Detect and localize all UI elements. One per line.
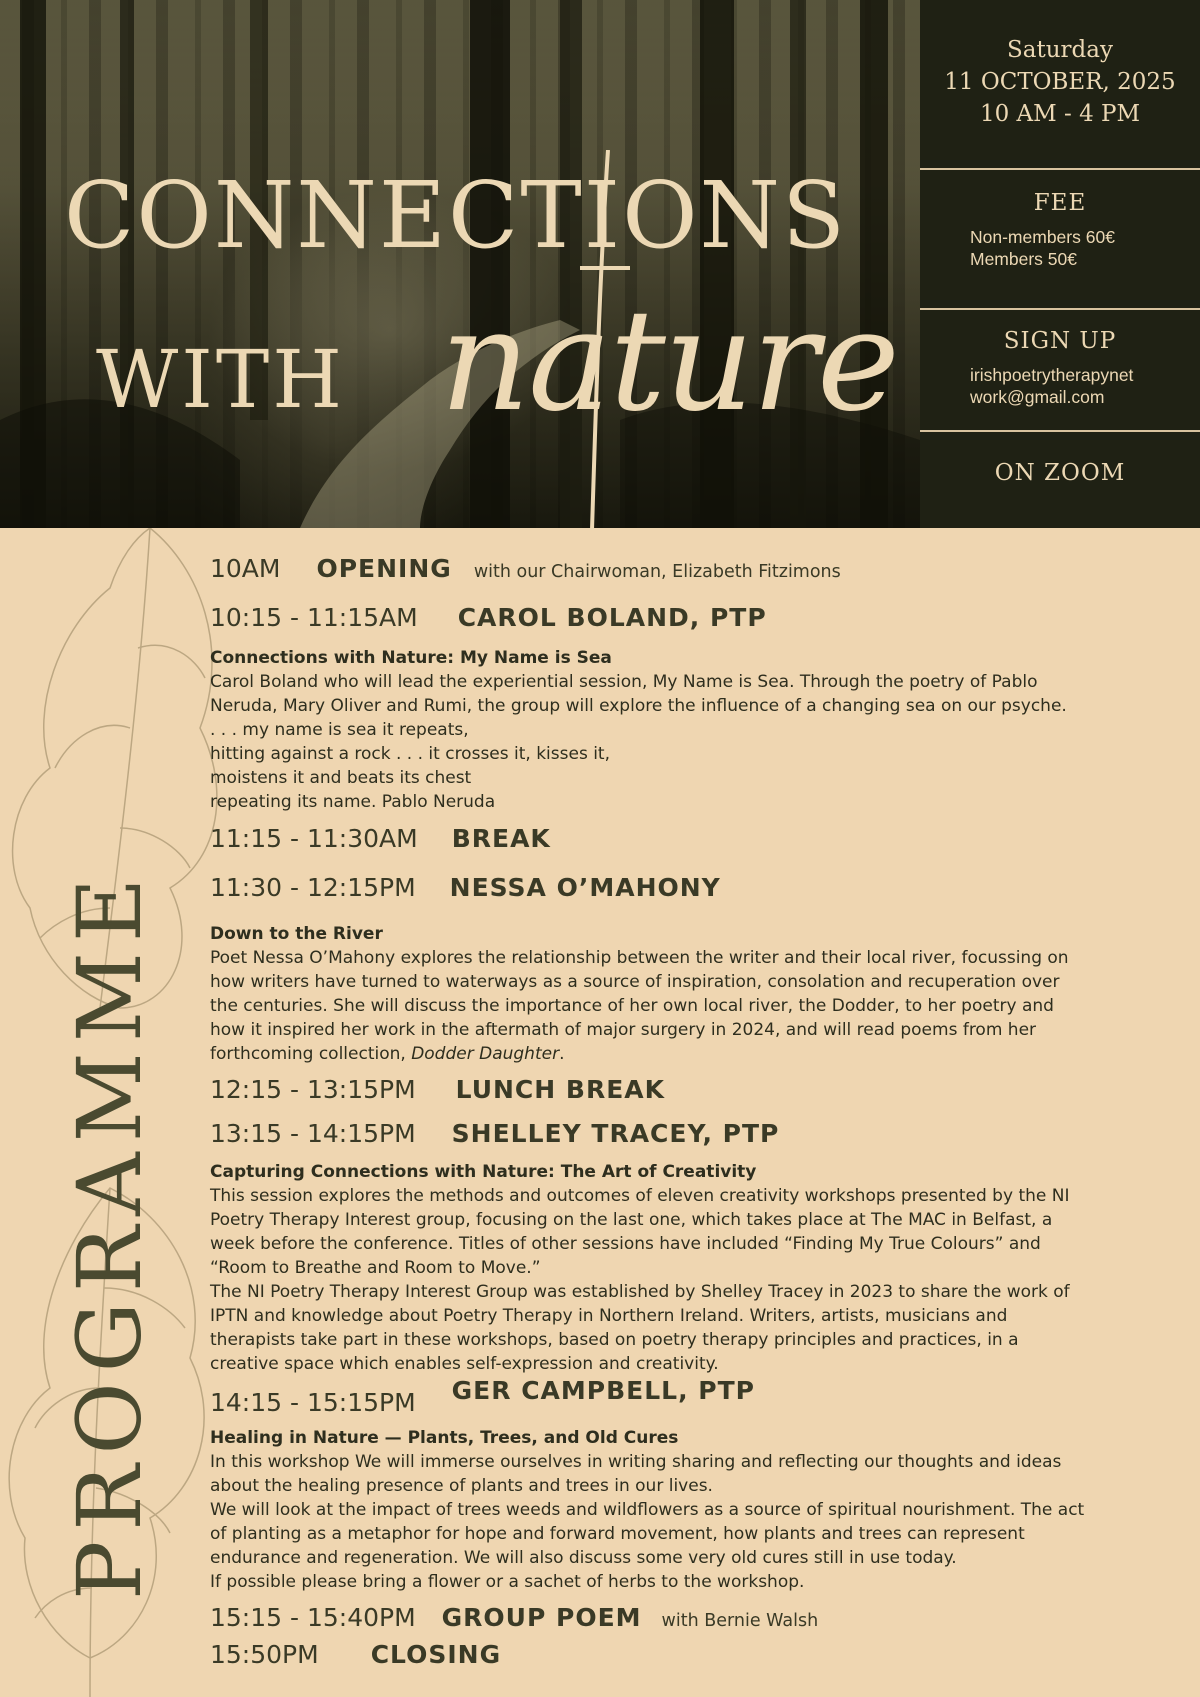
divider	[920, 168, 1200, 170]
description-line: the centuries. She will discuss the importance of her own local river, the Dodder, to her poetry and	[210, 996, 1054, 1016]
description-line: This session explores the methods and outcomes of eleven creativity workshops presented by the NI	[210, 1186, 1070, 1206]
signup-section	[920, 328, 1200, 408]
session-description-carol	[210, 646, 1185, 814]
poem-line: repeating its name. Pablo Neruda	[210, 792, 496, 812]
slot-title: OPENING	[316, 554, 452, 583]
fee-details	[920, 226, 1200, 270]
description-line: In this workshop We will immerse ourselves in writing sharing and reflecting our thoughts and ideas	[210, 1452, 1062, 1472]
slot-time: 11:30 - 12:15PM	[210, 873, 416, 902]
description-line: If possible please bring a flower or a sachet of herbs to the workshop.	[210, 1572, 805, 1592]
description-line: Poetry Therapy Interest group, focusing on the last one, which takes place at The MAC in Belfast, a	[210, 1210, 1053, 1230]
slot-title: NESSA O’MAHONY	[449, 873, 721, 902]
schedule-opening	[210, 554, 841, 583]
fee-members: Members 50€	[970, 249, 1077, 269]
event-time: 10 AM - 4 PM	[979, 101, 1141, 127]
fee-nonmembers: Non-members 60€	[970, 227, 1115, 247]
slot-note: with our Chairwoman, Elizabeth Fitzimons	[473, 562, 841, 582]
description-line	[210, 1042, 1185, 1066]
slot-title: CLOSING	[370, 1640, 502, 1669]
hero-forest-image	[0, 0, 1200, 528]
schedule-group-poem	[210, 1603, 818, 1632]
slot-title: LUNCH BREAK	[455, 1075, 665, 1104]
session-title: Connections with Nature: My Name is Sea	[210, 648, 612, 668]
slot-title: GROUP POEM	[441, 1603, 642, 1632]
event-date-text: 11 OCTOBER, 2025	[944, 69, 1176, 95]
event-day: Saturday	[1007, 37, 1113, 63]
description-line: “Room to Breathe and Room to Move.”	[210, 1258, 541, 1278]
event-date	[920, 34, 1200, 130]
title-connections: CONNECTIONS	[64, 162, 848, 269]
signup-email-line2: work@gmail.com	[970, 387, 1105, 407]
slot-time: 13:15 - 14:15PM	[210, 1119, 416, 1148]
description-line: IPTN and knowledge about Poetry Therapy in Northern Ireland. Writers, artists, musicians and	[210, 1306, 1008, 1326]
session-description-ger	[210, 1426, 1185, 1594]
slot-time: 12:15 - 13:15PM	[210, 1075, 416, 1104]
poem-line: . . . my name is sea it repeats,	[210, 720, 469, 740]
session-description-shelley	[210, 1160, 1185, 1376]
slot-note: with Bernie Walsh	[661, 1611, 819, 1631]
signup-heading: SIGN UP	[1003, 328, 1117, 354]
schedule-closing	[210, 1640, 501, 1669]
description-line: Carol Boland who will lead the experiential session, My Name is Sea. Through the poetry of Pablo	[210, 672, 1038, 692]
schedule-lunch-break	[210, 1075, 665, 1104]
slot-time: 14:15 - 15:15PM	[210, 1388, 416, 1417]
description-line: about the healing presence of plants and trees in our lives.	[210, 1476, 713, 1496]
description-line: how it inspired her work in the aftermath of major surgery in 2024, and will read poems from her	[210, 1020, 1037, 1040]
slot-time: 10AM	[210, 554, 281, 583]
description-text: forthcoming collection,	[210, 1044, 412, 1064]
session-title: Down to the River	[210, 924, 383, 944]
description-line: endurance and regeneration. We will also discuss some very old cures still in use today.	[210, 1548, 957, 1568]
book-title: Dodder Daughter	[411, 1044, 560, 1064]
poem-line: moistens it and beats its chest	[210, 768, 472, 788]
divider	[920, 308, 1200, 310]
programme-label: PROGRAMME	[58, 867, 161, 1600]
description-line: how writers have turned to waterways as a source of inspiration, consolation and recuperation over	[210, 972, 1060, 992]
venue: ON ZOOM	[994, 460, 1126, 486]
slot-title: CAROL BOLAND, PTP	[457, 603, 767, 632]
slot-time: 15:15 - 15:40PM	[210, 1603, 416, 1632]
description-line: The NI Poetry Therapy Interest Group was established by Shelley Tracey in 2023 to share the work of	[210, 1282, 1070, 1302]
description-line: Neruda, Mary Oliver and Rumi, the group will explore the influence of a changing sea on our psyche.	[210, 696, 1067, 716]
description-line: of planting as a metaphor for hope and forward movement, how plants and trees can represent	[210, 1524, 1025, 1544]
session-description-nessa	[210, 922, 1185, 1066]
signup-email[interactable]	[920, 364, 1200, 408]
fee-section	[920, 190, 1200, 270]
description-line: We will look at the impact of trees weeds and wildflowers as a source of spiritual nourishment. The act	[210, 1500, 1085, 1520]
title-nature: nature	[440, 280, 898, 443]
slot-title: GER CAMPBELL, PTP	[451, 1376, 755, 1405]
divider	[920, 430, 1200, 432]
slot-title: BREAK	[451, 824, 551, 853]
description-line: creative space which enables self-expression and creativity.	[210, 1354, 719, 1374]
signup-email-line1: irishpoetrytherapynet	[970, 365, 1134, 385]
slot-title: SHELLEY TRACEY, PTP	[451, 1119, 780, 1148]
slot-time: 15:50PM	[210, 1640, 319, 1669]
schedule-break	[210, 824, 551, 853]
schedule-shelley-tracey	[210, 1119, 779, 1148]
schedule-nessa-omahony	[210, 873, 721, 902]
schedule-ger-campbell	[210, 1376, 755, 1417]
schedule-carol-boland	[210, 603, 767, 632]
slot-time: 10:15 - 11:15AM	[210, 603, 418, 632]
slot-time: 11:15 - 11:30AM	[210, 824, 418, 853]
description-line: therapists take part in these workshops, based on poetry therapy principles and practices, in a	[210, 1330, 1019, 1350]
fee-heading: FEE	[1033, 190, 1087, 216]
description-line: week before the conference. Titles of other sessions have included “Finding My True Colours” and	[210, 1234, 1041, 1254]
session-title: Capturing Connections with Nature: The Art of Creativity	[210, 1162, 757, 1182]
description-line: Poet Nessa O’Mahony explores the relationship between the writer and their local river, focussing on	[210, 948, 1069, 968]
title-with: WITH	[96, 333, 345, 426]
session-title: Healing in Nature — Plants, Trees, and Old Cures	[210, 1428, 679, 1448]
description-text: .	[559, 1044, 565, 1064]
poem-line: hitting against a rock . . . it crosses it, kisses it,	[210, 744, 611, 764]
